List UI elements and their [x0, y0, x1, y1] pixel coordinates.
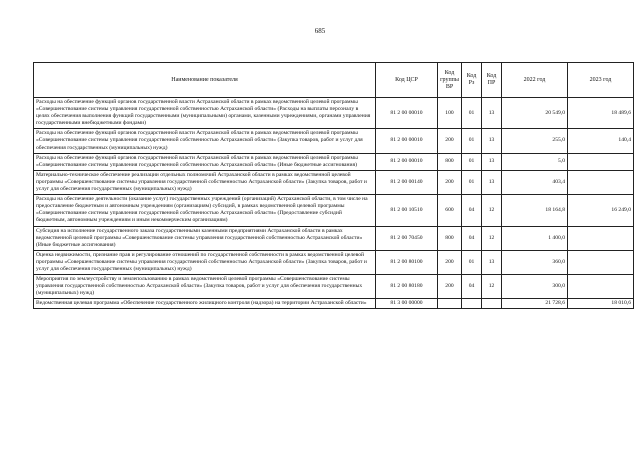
row-group: 600 — [438, 195, 462, 226]
row-code: 81 2 00 00010 — [376, 129, 438, 153]
row-code: 81 2 00 00010 — [376, 153, 438, 170]
row-name: Расходы на обеспечение функций органов государственной власти Астраханской области в рамках ведомственной целевой программы «Совершенствование системы управления государственной собственностью Астраханской области» (Закупка товаров, работ и услуг для обеспечения государственных (муниципальных) нужд) — [34, 129, 376, 153]
row-pr: 13 — [482, 250, 502, 274]
row-2022: 5,0 — [502, 153, 568, 170]
header-2022: 2022 год — [502, 63, 568, 98]
row-rz: 01 — [462, 129, 482, 153]
row-2022: 360,0 — [502, 250, 568, 274]
row-rz: 04 — [462, 226, 482, 250]
table-row — [34, 98, 634, 129]
row-name: Субсидия на исполнение государственного заказа государственными казенными предприятиями Астраханской области в рамках ведомственной целевой программы «Совершенствование системы управления государственной собственностью Астраханской области» (Иные бюджетные ассигнования) — [34, 226, 376, 250]
row-pr: 13 — [482, 170, 502, 194]
row-pr: 12 — [482, 195, 502, 226]
row-2023: 140,4 — [568, 129, 634, 153]
row-pr: 13 — [482, 129, 502, 153]
header-pr: Код ПР — [482, 63, 502, 98]
row-2023 — [568, 226, 634, 250]
row-name: Расходы на обеспечение функций органов государственной власти Астраханской области в рамках ведомственной целевой программы «Совершенствование системы управления государственной собственностью Астраханской области» (Расходы на выплаты персоналу в целях обеспечения выполнения функций государственными (муниципальными) органами, казенными учреждениями, органами управления государственными внебюджетными фондами) — [34, 98, 376, 129]
row-name: Материально-техническое обеспечение реализации отдельных полномочий Астраханской области в рамках ведомственной целевой программы «Совершенствование системы управления государственной собственностью Астраханской области» (Закупка товаров, работ и услуг для обеспечения государственных (муниципальных) нужд) — [34, 170, 376, 194]
row-group: 200 — [438, 250, 462, 274]
row-code: 81 2 00 80100 — [376, 250, 438, 274]
row-name: Оценка недвижимости, признание прав и регулирование отношений по государственной собственности в рамках ведомственной целевой программы «Совершенствование системы управления государственной собственностью Астраханской области» (Закупка товаров, работ и услуг для обеспечения государственных (муниципальных) нужд) — [34, 250, 376, 274]
row-group: 200 — [438, 129, 462, 153]
row-2023: 16 249,0 — [568, 195, 634, 226]
row-pr: 13 — [482, 98, 502, 129]
row-code: 81 2 00 70450 — [376, 226, 438, 250]
row-2023 — [568, 275, 634, 299]
row-group: 200 — [438, 170, 462, 194]
row-pr: 12 — [482, 275, 502, 299]
row-group: 800 — [438, 153, 462, 170]
header-2023: 2023 год — [568, 63, 634, 98]
row-pr — [482, 299, 502, 309]
row-rz: 01 — [462, 153, 482, 170]
table-row — [34, 153, 634, 170]
row-code: 81 2 00 00140 — [376, 170, 438, 194]
row-2022: 20 549,0 — [502, 98, 568, 129]
budget-table — [33, 62, 634, 309]
row-rz: 04 — [462, 195, 482, 226]
row-2023 — [568, 153, 634, 170]
row-code: 81 3 00 00000 — [376, 299, 438, 309]
row-name: Расходы на обеспечение деятельности (оказание услуг) государственных учреждений (организаций) Астраханской области, в том числе на предоставление бюджетным и автономным учреждениям (организациям) субсидий, в рамках ведомственной целевой программы «Совершенствование системы управления государственной собственностью Астраханской области» (Предоставление субсидий бюджетным, автономным учреждениям и иным некоммерческим организациям) — [34, 195, 376, 226]
row-2022: 1 400,0 — [502, 226, 568, 250]
row-rz: 04 — [462, 275, 482, 299]
row-group: 100 — [438, 98, 462, 129]
row-2022: 255,0 — [502, 129, 568, 153]
table-row — [34, 129, 634, 153]
row-2022: 21 728,6 — [502, 299, 568, 309]
row-rz: 01 — [462, 98, 482, 129]
header-group: Код группы ВР — [438, 63, 462, 98]
row-group — [438, 299, 462, 309]
row-2023: 18 489,6 — [568, 98, 634, 129]
table-row — [34, 250, 634, 274]
row-rz: 01 — [462, 170, 482, 194]
row-2022: 18 164,8 — [502, 195, 568, 226]
row-rz: 01 — [462, 250, 482, 274]
row-code: 81 2 00 00010 — [376, 98, 438, 129]
row-2022: 300,0 — [502, 275, 568, 299]
header-code: Код ЦСР — [376, 63, 438, 98]
row-name: Ведомственная целевая программа «Обеспечение государственного жилищного контроля (надзора) на территории Астраханской области» — [34, 299, 376, 309]
header-name: Наименование показателя — [34, 63, 376, 98]
row-2022: 403,4 — [502, 170, 568, 194]
table-row — [34, 275, 634, 299]
table-row — [34, 299, 634, 309]
table-row — [34, 170, 634, 194]
row-group: 800 — [438, 226, 462, 250]
row-name: Расходы на обеспечение функций органов государственной власти Астраханской области в рамках ведомственной целевой программы «Совершенствование системы управления государственной собственностью Астраханской области» (Иные бюджетные ассигнования) — [34, 153, 376, 170]
row-group: 200 — [438, 275, 462, 299]
row-2023: 18 010,6 — [568, 299, 634, 309]
row-code: 81 2 00 80180 — [376, 275, 438, 299]
row-2023 — [568, 170, 634, 194]
row-rz — [462, 299, 482, 309]
row-pr: 13 — [482, 153, 502, 170]
row-pr: 12 — [482, 226, 502, 250]
row-2023 — [568, 250, 634, 274]
page-number: 685 — [314, 27, 326, 35]
table-header-row — [34, 63, 634, 98]
row-name: Мероприятия по землеустройству и землепользованию в рамках ведомственной целевой программы «Совершенствование системы управления государственной собственностью Астраханской области» (Закупка товаров, работ и услуг для обеспечения государственных (муниципальных) нужд) — [34, 275, 376, 299]
table-row — [34, 195, 634, 226]
header-rz: Код Рз — [462, 63, 482, 98]
row-code: 81 2 00 10510 — [376, 195, 438, 226]
table-row — [34, 226, 634, 250]
